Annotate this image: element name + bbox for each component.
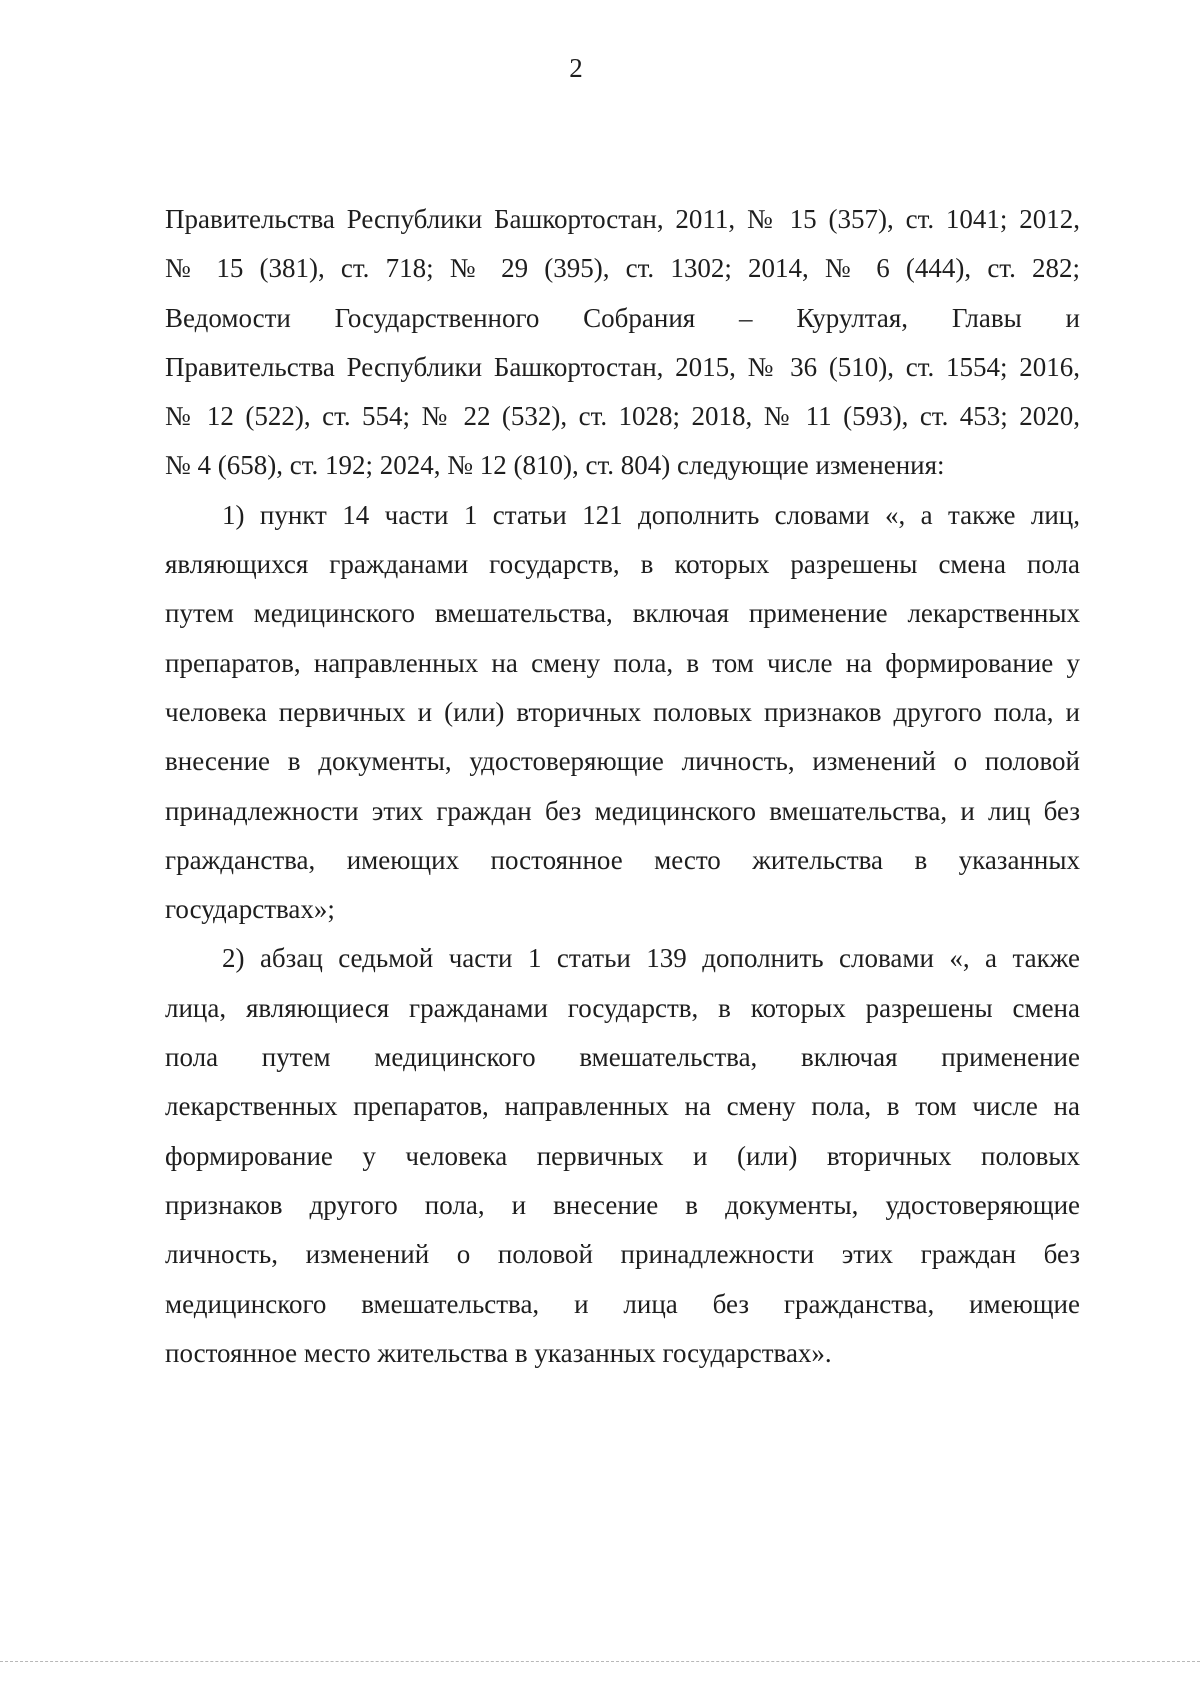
text-line: № 12 (522), ст. 554; № 22 (532), ст. 1028; 2018, № 11 (593), ст. 453; 2020,	[165, 401, 1080, 432]
text-line: принадлежности этих граждан без медицинского вмешательства, и лиц без	[165, 795, 1080, 826]
text-line: являющихся гражданами государств, в которых разрешены смена пола	[165, 549, 1080, 580]
scan-edge-divider	[0, 1661, 1200, 1662]
page-number: 2	[569, 53, 583, 83]
text-line: Правительства Республики Башкортостан, 2015, № 36 (510), ст. 1554; 2016,	[165, 351, 1080, 382]
text-line: лекарственных препаратов, направленных на смену пола, в том числе на	[165, 1091, 1080, 1122]
text-line: Правительства Республики Башкортостан, 2011, № 15 (357), ст. 1041; 2012,	[165, 204, 1080, 234]
text-line: № 15 (381), ст. 718; № 29 (395), ст. 1302; 2014, № 6 (444), ст. 282;	[165, 253, 1080, 284]
text-line: личность, изменений о половой принадлежности этих граждан без	[165, 1239, 1080, 1270]
text-line: лица, являющиеся гражданами государств, в которых разрешены смена	[165, 992, 1080, 1023]
text-line: пола путем медицинского вмешательства, включая применение	[165, 1042, 1080, 1073]
text-line: человека первичных и (или) вторичных половых признаков другого пола, и	[165, 696, 1080, 727]
list-item-2-first-line: 2) абзац седьмой части 1 статьи 139 дополнить словами «, а также	[222, 943, 1080, 974]
text-line: путем медицинского вмешательства, включая применение лекарственных	[165, 598, 1080, 629]
text-line: медицинского вмешательства, и лица без гражданства, имеющие	[165, 1288, 1080, 1319]
text-line: гражданства, имеющих постоянное место жительства в указанных	[165, 844, 1080, 875]
text-line: признаков другого пола, и внесение в документы, удостоверяющие	[165, 1189, 1080, 1220]
document-body	[165, 195, 1080, 1378]
text-line: постоянное место жительства в указанных государствах».	[165, 1337, 832, 1368]
text-line: № 4 (658), ст. 192; 2024, № 12 (810), ст. 804) следующие изменения:	[165, 450, 945, 481]
text-line: Ведомости Государственного Собрания – Курултая, Главы и	[165, 302, 1080, 333]
text-line: государствах»;	[165, 894, 335, 925]
list-item-1-first-line: 1) пункт 14 части 1 статьи 121 дополнить словами «, а также лиц,	[222, 499, 1080, 530]
text-line: формирование у человека первичных и (или) вторичных половых	[165, 1140, 1080, 1171]
text-line: препаратов, направленных на смену пола, в том числе на формирование у	[165, 647, 1080, 678]
text-line: внесение в документы, удостоверяющие личность, изменений о половой	[165, 746, 1080, 777]
